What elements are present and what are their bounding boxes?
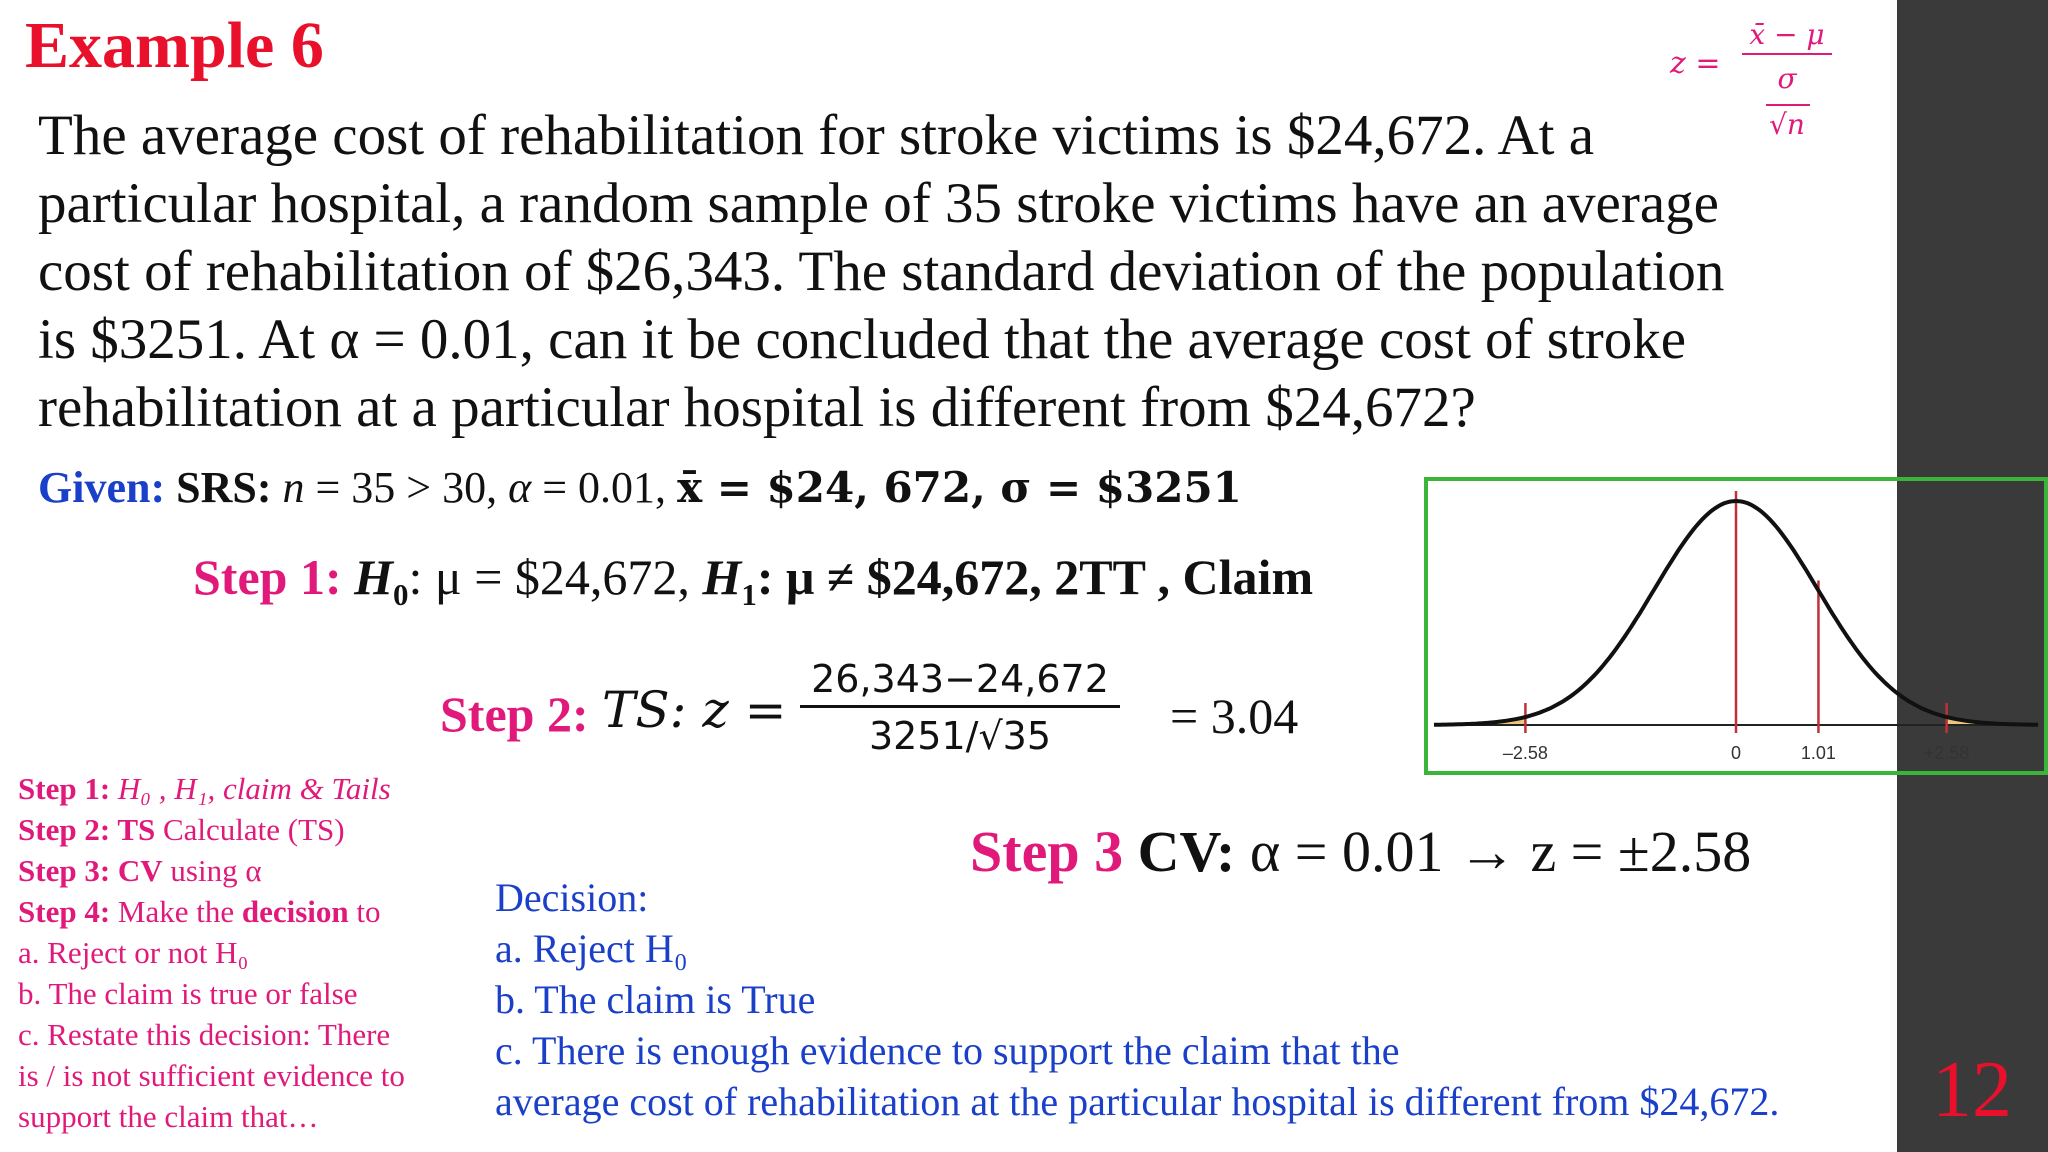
legend-b: b. The claim is true or false xyxy=(18,976,358,1011)
given-line xyxy=(38,462,1242,513)
decision-b: b. The claim is True xyxy=(495,977,816,1022)
legend-step4 xyxy=(18,891,468,932)
step2-label: Step 2: xyxy=(440,686,589,742)
step3-label: Step 3 xyxy=(970,819,1124,884)
ts-denominator: 3251/√35 xyxy=(868,714,1052,758)
legend-step4-label: Step 4: xyxy=(18,894,111,929)
formula-lhs: z = xyxy=(1670,46,1721,81)
srs-label: SRS: xyxy=(176,463,272,512)
slide-number: 12 xyxy=(1932,1046,2012,1134)
problem-line: cost of rehabilitation of $26,343. The standard deviation of the population xyxy=(38,240,1725,303)
legend-step3-label: Step 3: CV xyxy=(18,853,163,888)
step1-label: Step 1: xyxy=(193,549,342,605)
legend-step2-text: Calculate (TS) xyxy=(155,812,345,847)
decision-a: a. Reject H₀ xyxy=(495,926,688,971)
legend-step1-label: Step 1: xyxy=(18,771,111,806)
alpha-value: = 0.01, xyxy=(531,463,678,512)
problem-line: The average cost of rehabilitation for stroke victims is $24,672. At a xyxy=(38,104,1595,167)
legend-step2 xyxy=(18,809,468,850)
decision-block xyxy=(495,872,1779,1127)
steps-legend xyxy=(18,768,468,1137)
problem-statement xyxy=(38,102,1898,442)
legend-a: a. Reject or not H₀ xyxy=(18,935,249,970)
slide-title: Example 6 xyxy=(25,9,324,82)
normal-curve-chart xyxy=(1424,477,2048,775)
legend-step2-label: Step 2: TS xyxy=(18,812,156,847)
legend-step1-text: H₀ , H₁, claim & Tails xyxy=(110,771,391,806)
legend-c1: c. Restate this decision: There xyxy=(18,1017,391,1052)
ts-result: = 3.04 xyxy=(1170,688,1299,744)
legend-c3: support the claim that… xyxy=(18,1099,319,1134)
formula-denominator-top: σ xyxy=(1777,62,1797,95)
ts-expression: TS: z = xyxy=(602,681,787,739)
h1-text: : μ ≠ $24,672, 2TT , Claim xyxy=(756,549,1314,605)
xbar-sigma-value: x̄ = $24, 672, σ = $3251 xyxy=(677,463,1242,512)
problem-line: is $3251. At α = 0.01, can it be concluded that the average cost of stroke xyxy=(38,308,1687,371)
decision-c: c. There is enough evidence to support the claim that the xyxy=(495,1028,1400,1073)
legend-step3 xyxy=(18,850,468,891)
h0-text: : μ = $24,672, xyxy=(408,549,703,605)
ts-fraction xyxy=(800,657,1120,758)
cv-text: α = 0.01 → z = ±2.58 xyxy=(1235,819,1752,884)
x-tick-label: –2.58 xyxy=(1502,743,1548,763)
h0-subscript: 0 xyxy=(393,577,409,612)
x-tick-label: 1.01 xyxy=(1800,743,1836,763)
decision-c2: average cost of rehabilitation at the particular hospital is different from $24,672. xyxy=(495,1079,1780,1124)
normal-curve-svg xyxy=(1424,477,2048,775)
legend-step4-bold: decision xyxy=(241,894,349,929)
h1-subscript: 1 xyxy=(741,577,757,612)
x-tick-label: +2.58 xyxy=(1923,743,1970,763)
n-symbol: n xyxy=(282,463,305,512)
legend-step1 xyxy=(18,768,468,809)
ts-numerator: 26,343−24,672 xyxy=(800,657,1120,708)
formula-numerator: x̄ − μ xyxy=(1742,18,1832,55)
problem-line: particular hospital, a random sample of 35 stroke victims have an average xyxy=(38,172,1719,235)
given-label: Given: xyxy=(38,463,166,512)
h0-symbol: H xyxy=(354,549,394,605)
legend-step4-text-a: Make the xyxy=(110,894,242,929)
legend-step4-text-b: to xyxy=(348,894,381,929)
n-value: = 35 > 30, xyxy=(304,463,509,512)
step1-line xyxy=(193,548,1313,613)
legend-c2: is / is not sufficient evidence to xyxy=(18,1058,405,1093)
formula-denominator-bottom: √n xyxy=(1769,108,1805,141)
alpha-symbol: α xyxy=(508,463,532,512)
decision-heading: Decision: xyxy=(495,875,649,920)
legend-step3-text: using α xyxy=(162,853,262,888)
cv-label: CV: xyxy=(1123,819,1236,884)
x-tick-label: 0 xyxy=(1730,743,1742,763)
h1-symbol: H xyxy=(702,549,742,605)
problem-line: rehabilitation at a particular hospital is different from $24,672? xyxy=(38,376,1476,439)
